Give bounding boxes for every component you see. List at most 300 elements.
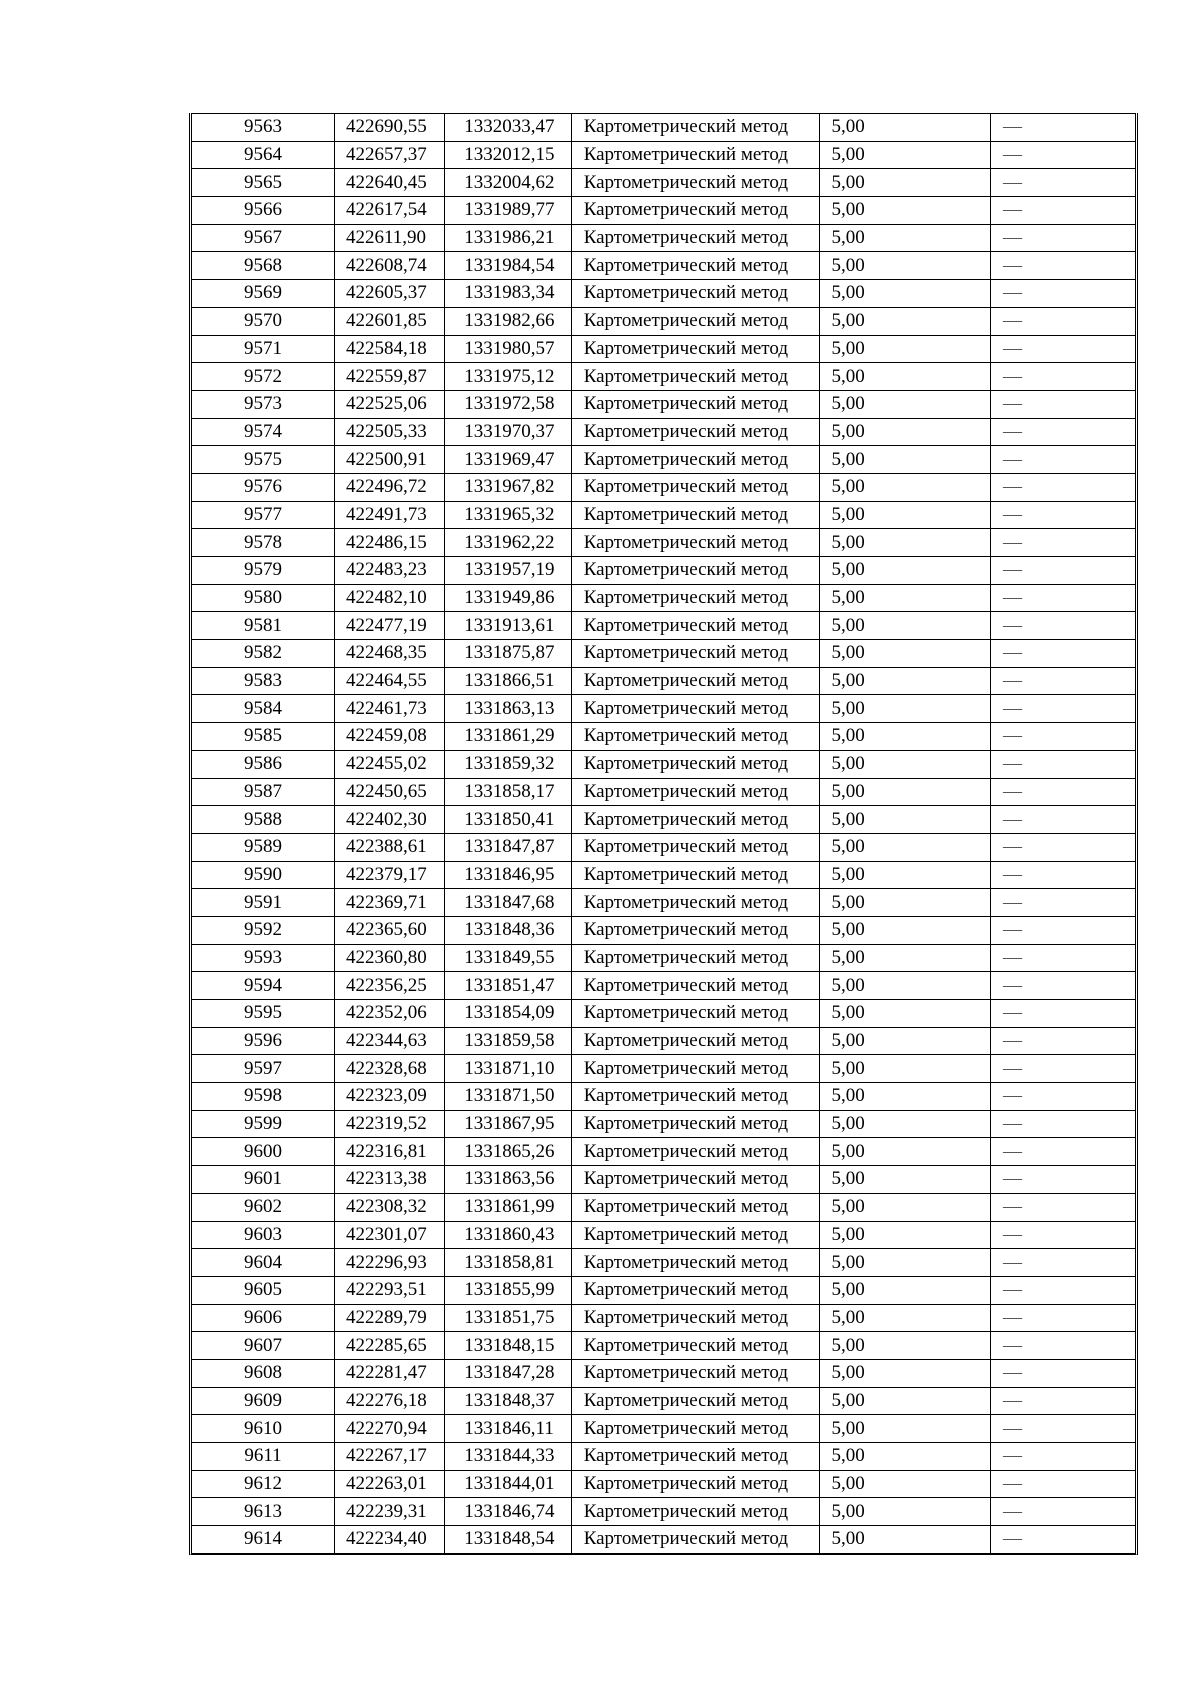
y-coordinate-cell: 1331972,58 [445,390,571,418]
description-cell: — [991,335,1136,363]
y-coordinate-cell: 1331982,66 [445,307,571,335]
description-cell: — [991,612,1136,640]
accuracy-cell: 5,00 [820,197,991,225]
table-row [192,1249,1135,1277]
y-coordinate-cell: 1331867,95 [445,1110,571,1138]
description-cell: — [991,1470,1136,1498]
method-cell: Картометрический метод [571,916,820,944]
accuracy-cell: 5,00 [820,778,991,806]
x-coordinate-cell: 422640,45 [334,169,444,197]
y-coordinate-cell: 1331855,99 [445,1276,571,1304]
point-number-cell: 9597 [192,1055,334,1083]
point-number-cell: 9589 [192,833,334,861]
description-cell: — [991,390,1136,418]
y-coordinate-cell: 1331858,81 [445,1249,571,1277]
description-cell: — [991,1083,1136,1111]
description-cell: — [991,529,1136,557]
x-coordinate-cell: 422360,80 [334,944,444,972]
description-cell: — [991,640,1136,668]
point-number-cell: 9563 [192,114,334,142]
point-number-cell: 9610 [192,1415,334,1443]
y-coordinate-cell: 1331989,77 [445,197,571,225]
method-cell: Картометрический метод [571,363,820,391]
accuracy-cell: 5,00 [820,667,991,695]
description-cell: — [991,861,1136,889]
y-coordinate-cell: 1331975,12 [445,363,571,391]
table-row [192,307,1135,335]
y-coordinate-cell: 1331986,21 [445,224,571,252]
point-number-cell: 9577 [192,501,334,529]
accuracy-cell: 5,00 [820,1193,991,1221]
method-cell: Картометрический метод [571,280,820,308]
table-row [192,1276,1135,1304]
table-body [192,114,1135,1554]
method-cell: Картометрический метод [571,1526,820,1554]
x-coordinate-cell: 422690,55 [334,114,444,142]
table-row [192,1415,1135,1443]
table-row [192,501,1135,529]
method-cell: Картометрический метод [571,501,820,529]
point-number-cell: 9595 [192,1000,334,1028]
x-coordinate-cell: 422584,18 [334,335,444,363]
point-number-cell: 9567 [192,224,334,252]
table-row [192,252,1135,280]
point-number-cell: 9603 [192,1221,334,1249]
point-number-cell: 9572 [192,363,334,391]
y-coordinate-cell: 1331844,33 [445,1443,571,1471]
y-coordinate-cell: 1331970,37 [445,418,571,446]
x-coordinate-cell: 422328,68 [334,1055,444,1083]
method-cell: Картометрический метод [571,612,820,640]
point-number-cell: 9605 [192,1276,334,1304]
y-coordinate-cell: 1331846,95 [445,861,571,889]
accuracy-cell: 5,00 [820,944,991,972]
x-coordinate-cell: 422601,85 [334,307,444,335]
method-cell: Картометрический метод [571,307,820,335]
point-number-cell: 9593 [192,944,334,972]
y-coordinate-cell: 1331962,22 [445,529,571,557]
table-row [192,584,1135,612]
x-coordinate-cell: 422281,47 [334,1359,444,1387]
method-cell: Картометрический метод [571,806,820,834]
x-coordinate-cell: 422461,73 [334,695,444,723]
description-cell: — [991,280,1136,308]
table-row [192,695,1135,723]
table-row [192,640,1135,668]
description-cell: — [991,557,1136,585]
description-cell: — [991,1359,1136,1387]
method-cell: Картометрический метод [571,1166,820,1194]
method-cell: Картометрический метод [571,723,820,751]
point-number-cell: 9564 [192,141,334,169]
method-cell: Картометрический метод [571,1249,820,1277]
accuracy-cell: 5,00 [820,806,991,834]
point-number-cell: 9609 [192,1387,334,1415]
x-coordinate-cell: 422296,93 [334,1249,444,1277]
point-number-cell: 9581 [192,612,334,640]
description-cell: — [991,1443,1136,1471]
y-coordinate-cell: 1331965,32 [445,501,571,529]
method-cell: Картометрический метод [571,750,820,778]
y-coordinate-cell: 1331848,15 [445,1332,571,1360]
x-coordinate-cell: 422500,91 [334,446,444,474]
accuracy-cell: 5,00 [820,1359,991,1387]
table-row [192,529,1135,557]
y-coordinate-cell: 1331846,74 [445,1498,571,1526]
description-cell: — [991,806,1136,834]
accuracy-cell: 5,00 [820,252,991,280]
method-cell: Картометрический метод [571,1359,820,1387]
x-coordinate-cell: 422276,18 [334,1387,444,1415]
method-cell: Картометрический метод [571,972,820,1000]
point-number-cell: 9575 [192,446,334,474]
method-cell: Картометрический метод [571,861,820,889]
description-cell: — [991,224,1136,252]
accuracy-cell: 5,00 [820,363,991,391]
table-row [192,224,1135,252]
point-number-cell: 9599 [192,1110,334,1138]
method-cell: Картометрический метод [571,1332,820,1360]
x-coordinate-cell: 422313,38 [334,1166,444,1194]
x-coordinate-cell: 422491,73 [334,501,444,529]
description-cell: — [991,944,1136,972]
accuracy-cell: 5,00 [820,750,991,778]
x-coordinate-cell: 422369,71 [334,889,444,917]
table-row [192,1138,1135,1166]
method-cell: Картометрический метод [571,1443,820,1471]
x-coordinate-cell: 422285,65 [334,1332,444,1360]
table-row [192,1498,1135,1526]
description-cell: — [991,197,1136,225]
y-coordinate-cell: 1331861,99 [445,1193,571,1221]
accuracy-cell: 5,00 [820,1110,991,1138]
description-cell: — [991,972,1136,1000]
x-coordinate-cell: 422356,25 [334,972,444,1000]
y-coordinate-cell: 1331875,87 [445,640,571,668]
method-cell: Картометрический метод [571,1470,820,1498]
method-cell: Картометрический метод [571,224,820,252]
point-number-cell: 9592 [192,916,334,944]
table-row [192,806,1135,834]
description-cell: — [991,1193,1136,1221]
y-coordinate-cell: 1331967,82 [445,473,571,501]
method-cell: Картометрический метод [571,557,820,585]
table-row [192,1221,1135,1249]
point-number-cell: 9614 [192,1526,334,1554]
point-number-cell: 9598 [192,1083,334,1111]
table-row [192,861,1135,889]
accuracy-cell: 5,00 [820,1249,991,1277]
accuracy-cell: 5,00 [820,446,991,474]
accuracy-cell: 5,00 [820,1332,991,1360]
table-row [192,473,1135,501]
x-coordinate-cell: 422323,09 [334,1083,444,1111]
table-row [192,1526,1135,1554]
table-row [192,667,1135,695]
x-coordinate-cell: 422344,63 [334,1027,444,1055]
accuracy-cell: 5,00 [820,1027,991,1055]
point-number-cell: 9594 [192,972,334,1000]
y-coordinate-cell: 1331863,13 [445,695,571,723]
method-cell: Картометрический метод [571,1027,820,1055]
table-row [192,335,1135,363]
accuracy-cell: 5,00 [820,723,991,751]
description-cell: — [991,307,1136,335]
accuracy-cell: 5,00 [820,1000,991,1028]
description-cell: — [991,667,1136,695]
accuracy-cell: 5,00 [820,889,991,917]
y-coordinate-cell: 1331863,56 [445,1166,571,1194]
point-number-cell: 9613 [192,1498,334,1526]
method-cell: Картометрический метод [571,778,820,806]
y-coordinate-cell: 1331846,11 [445,1415,571,1443]
accuracy-cell: 5,00 [820,418,991,446]
y-coordinate-cell: 1331851,47 [445,972,571,1000]
method-cell: Картометрический метод [571,1110,820,1138]
description-cell: — [991,1387,1136,1415]
description-cell: — [991,750,1136,778]
x-coordinate-cell: 422483,23 [334,557,444,585]
description-cell: — [991,1304,1136,1332]
x-coordinate-cell: 422301,07 [334,1221,444,1249]
y-coordinate-cell: 1331861,29 [445,723,571,751]
x-coordinate-cell: 422450,65 [334,778,444,806]
x-coordinate-cell: 422365,60 [334,916,444,944]
x-coordinate-cell: 422482,10 [334,584,444,612]
accuracy-cell: 5,00 [820,1526,991,1554]
point-number-cell: 9612 [192,1470,334,1498]
accuracy-cell: 5,00 [820,501,991,529]
x-coordinate-cell: 422486,15 [334,529,444,557]
method-cell: Картометрический метод [571,114,820,142]
table-row [192,833,1135,861]
y-coordinate-cell: 1332033,47 [445,114,571,142]
description-cell: — [991,1055,1136,1083]
description-cell: — [991,1166,1136,1194]
accuracy-cell: 5,00 [820,1166,991,1194]
method-cell: Картометрический метод [571,252,820,280]
point-number-cell: 9600 [192,1138,334,1166]
point-number-cell: 9602 [192,1193,334,1221]
coordinates-table [192,113,1135,1554]
accuracy-cell: 5,00 [820,584,991,612]
y-coordinate-cell: 1331983,34 [445,280,571,308]
x-coordinate-cell: 422611,90 [334,224,444,252]
y-coordinate-cell: 1331844,01 [445,1470,571,1498]
table-row [192,750,1135,778]
x-coordinate-cell: 422496,72 [334,473,444,501]
x-coordinate-cell: 422270,94 [334,1415,444,1443]
table-row [192,1000,1135,1028]
point-number-cell: 9584 [192,695,334,723]
point-number-cell: 9601 [192,1166,334,1194]
accuracy-cell: 5,00 [820,861,991,889]
point-number-cell: 9576 [192,473,334,501]
x-coordinate-cell: 422617,54 [334,197,444,225]
x-coordinate-cell: 422352,06 [334,1000,444,1028]
y-coordinate-cell: 1331984,54 [445,252,571,280]
table-row [192,916,1135,944]
point-number-cell: 9585 [192,723,334,751]
point-number-cell: 9579 [192,557,334,585]
description-cell: — [991,363,1136,391]
coordinates-table-frame [189,113,1138,1555]
accuracy-cell: 5,00 [820,1276,991,1304]
x-coordinate-cell: 422308,32 [334,1193,444,1221]
point-number-cell: 9566 [192,197,334,225]
accuracy-cell: 5,00 [820,1470,991,1498]
accuracy-cell: 5,00 [820,972,991,1000]
x-coordinate-cell: 422289,79 [334,1304,444,1332]
y-coordinate-cell: 1331847,68 [445,889,571,917]
method-cell: Картометрический метод [571,1276,820,1304]
x-coordinate-cell: 422559,87 [334,363,444,391]
method-cell: Картометрический метод [571,695,820,723]
point-number-cell: 9565 [192,169,334,197]
point-number-cell: 9578 [192,529,334,557]
y-coordinate-cell: 1331851,75 [445,1304,571,1332]
table-row [192,944,1135,972]
accuracy-cell: 5,00 [820,916,991,944]
accuracy-cell: 5,00 [820,833,991,861]
method-cell: Картометрический метод [571,584,820,612]
x-coordinate-cell: 422316,81 [334,1138,444,1166]
x-coordinate-cell: 422379,17 [334,861,444,889]
table-row [192,446,1135,474]
y-coordinate-cell: 1331854,09 [445,1000,571,1028]
method-cell: Картометрический метод [571,390,820,418]
description-cell: — [991,1027,1136,1055]
y-coordinate-cell: 1331957,19 [445,557,571,585]
method-cell: Картометрический метод [571,418,820,446]
x-coordinate-cell: 422608,74 [334,252,444,280]
point-number-cell: 9571 [192,335,334,363]
point-number-cell: 9608 [192,1359,334,1387]
table-row [192,363,1135,391]
description-cell: — [991,889,1136,917]
accuracy-cell: 5,00 [820,1221,991,1249]
description-cell: — [991,473,1136,501]
table-row [192,889,1135,917]
y-coordinate-cell: 1331859,32 [445,750,571,778]
accuracy-cell: 5,00 [820,280,991,308]
accuracy-cell: 5,00 [820,1498,991,1526]
description-cell: — [991,169,1136,197]
point-number-cell: 9606 [192,1304,334,1332]
description-cell: — [991,1138,1136,1166]
accuracy-cell: 5,00 [820,612,991,640]
point-number-cell: 9591 [192,889,334,917]
table-row [192,612,1135,640]
x-coordinate-cell: 422464,55 [334,667,444,695]
point-number-cell: 9582 [192,640,334,668]
accuracy-cell: 5,00 [820,473,991,501]
description-cell: — [991,1498,1136,1526]
accuracy-cell: 5,00 [820,335,991,363]
x-coordinate-cell: 422605,37 [334,280,444,308]
method-cell: Картометрический метод [571,1387,820,1415]
point-number-cell: 9573 [192,390,334,418]
point-number-cell: 9574 [192,418,334,446]
point-number-cell: 9569 [192,280,334,308]
description-cell: — [991,1249,1136,1277]
method-cell: Картометрический метод [571,473,820,501]
method-cell: Картометрический метод [571,141,820,169]
accuracy-cell: 5,00 [820,695,991,723]
table-row [192,141,1135,169]
description-cell: — [991,778,1136,806]
method-cell: Картометрический метод [571,335,820,363]
y-coordinate-cell: 1331865,26 [445,1138,571,1166]
description-cell: — [991,252,1136,280]
table-row [192,1443,1135,1471]
x-coordinate-cell: 422319,52 [334,1110,444,1138]
description-cell: — [991,695,1136,723]
method-cell: Картометрический метод [571,889,820,917]
table-row [192,1055,1135,1083]
method-cell: Картометрический метод [571,667,820,695]
accuracy-cell: 5,00 [820,141,991,169]
y-coordinate-cell: 1331969,47 [445,446,571,474]
accuracy-cell: 5,00 [820,1138,991,1166]
table-row [192,1110,1135,1138]
point-number-cell: 9607 [192,1332,334,1360]
method-cell: Картометрический метод [571,1138,820,1166]
accuracy-cell: 5,00 [820,1415,991,1443]
y-coordinate-cell: 1331866,51 [445,667,571,695]
x-coordinate-cell: 422263,01 [334,1470,444,1498]
description-cell: — [991,1526,1136,1554]
point-number-cell: 9611 [192,1443,334,1471]
description-cell: — [991,1332,1136,1360]
y-coordinate-cell: 1331847,28 [445,1359,571,1387]
point-number-cell: 9583 [192,667,334,695]
accuracy-cell: 5,00 [820,114,991,142]
description-cell: — [991,1415,1136,1443]
x-coordinate-cell: 422459,08 [334,723,444,751]
accuracy-cell: 5,00 [820,390,991,418]
accuracy-cell: 5,00 [820,1443,991,1471]
y-coordinate-cell: 1331913,61 [445,612,571,640]
description-cell: — [991,1000,1136,1028]
description-cell: — [991,723,1136,751]
description-cell: — [991,916,1136,944]
y-coordinate-cell: 1331860,43 [445,1221,571,1249]
x-coordinate-cell: 422234,40 [334,1526,444,1554]
table-row [192,1359,1135,1387]
y-coordinate-cell: 1331858,17 [445,778,571,806]
method-cell: Картометрический метод [571,446,820,474]
table-row [192,723,1135,751]
point-number-cell: 9596 [192,1027,334,1055]
accuracy-cell: 5,00 [820,1304,991,1332]
accuracy-cell: 5,00 [820,640,991,668]
table-row [192,778,1135,806]
point-number-cell: 9587 [192,778,334,806]
x-coordinate-cell: 422525,06 [334,390,444,418]
table-row [192,169,1135,197]
table-row [192,1470,1135,1498]
table-row [192,972,1135,1000]
table-row [192,1387,1135,1415]
x-coordinate-cell: 422468,35 [334,640,444,668]
table-row [192,1027,1135,1055]
description-cell: — [991,1221,1136,1249]
x-coordinate-cell: 422477,19 [334,612,444,640]
description-cell: — [991,418,1136,446]
description-cell: — [991,584,1136,612]
table-row [192,1166,1135,1194]
